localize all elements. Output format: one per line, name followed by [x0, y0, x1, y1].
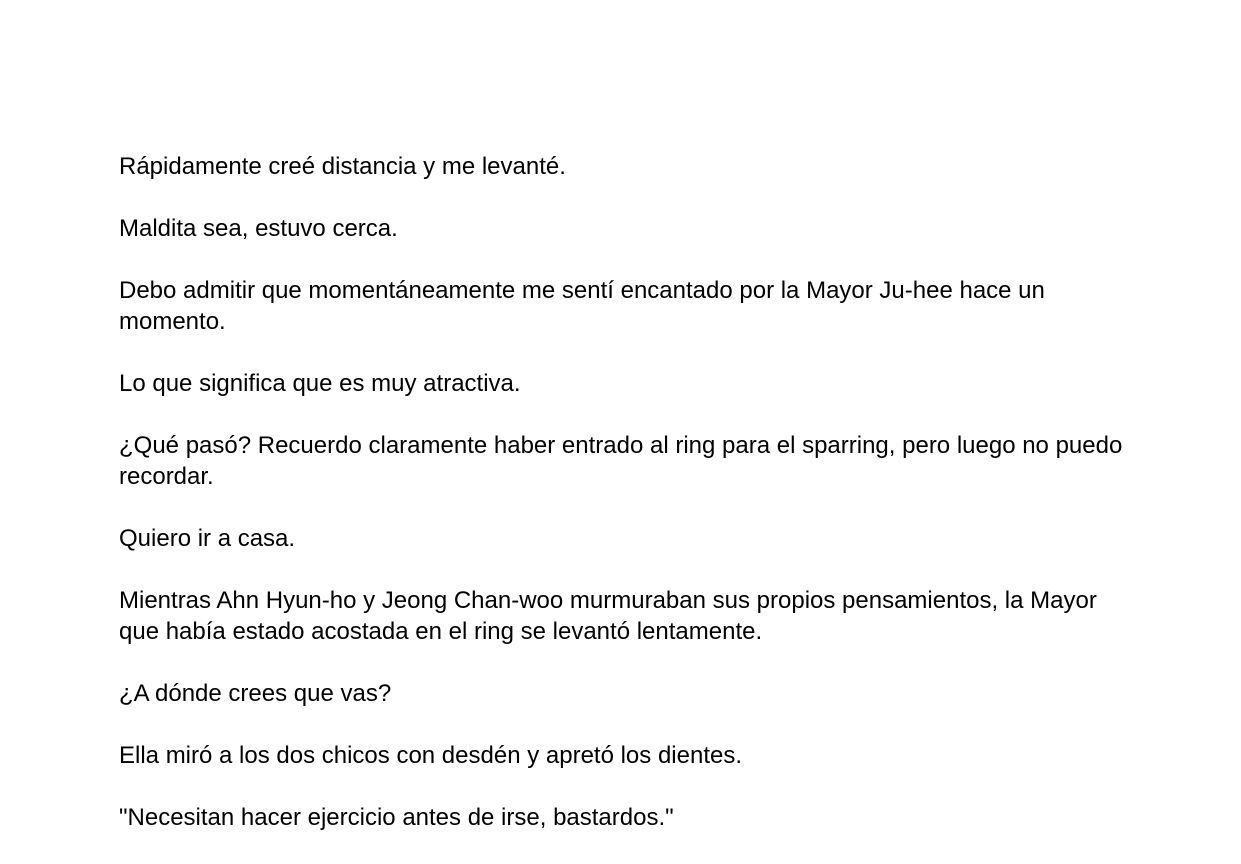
paragraph: ¿Qué pasó? Recuerdo claramente haber entrado al ring para el sparring, pero luego no puedo recordar.	[119, 432, 1123, 490]
paragraph: "Necesitan hacer ejercicio antes de irse, bastardos."	[119, 804, 674, 831]
paragraph: ¿A dónde crees que vas?	[119, 680, 392, 707]
paragraph: Maldita sea, estuvo cerca.	[119, 215, 398, 242]
paragraph: Rápidamente creé distancia y me levanté.	[119, 153, 566, 180]
document-body	[119, 151, 1129, 864]
paragraph: Debo admitir que momentáneamente me sentí encantado por la Mayor Ju-hee hace un momento.	[119, 277, 1045, 335]
paragraph: Lo que significa que es muy atractiva.	[119, 370, 521, 397]
paragraph: Mientras Ahn Hyun-ho y Jeong Chan-woo murmuraban sus propios pensamientos, la Mayor que había estado acostada en el ring se levantó lentamente.	[119, 587, 1097, 645]
paragraph: Ella miró a los dos chicos con desdén y apretó los dientes.	[119, 742, 743, 769]
paragraph: Quiero ir a casa.	[119, 525, 296, 552]
